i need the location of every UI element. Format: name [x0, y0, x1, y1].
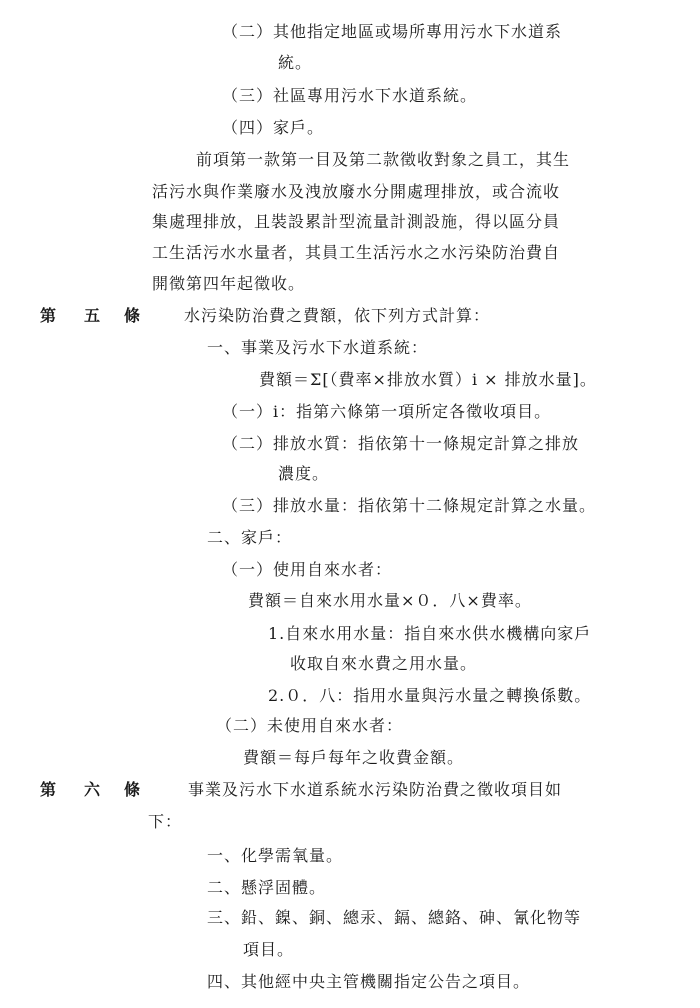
text-line: 一、事業及污水下水道系統： — [207, 338, 429, 357]
text-line: 集處理排放，且裝設累計型流量計測設施，得以區分員 — [152, 212, 561, 231]
text-line: 活污水與作業廢水及洩放廢水分開處理排放，或合流收 — [152, 182, 561, 201]
text-line: 事業及污水下水道系統水污染防治費之徵收項目如 — [188, 780, 563, 799]
article-6-char-3: 條 — [124, 780, 141, 799]
text-line: 前項第一款第一目及第二款徵收對象之員工，其生 — [196, 150, 571, 169]
text-line: （二）其他指定地區或場所專用污水下水道系 — [222, 22, 563, 41]
article-5-char-3: 條 — [124, 306, 141, 325]
formula-line: 費額＝每戶每年之收費金額。 — [243, 748, 465, 767]
text-line: 濃度。 — [278, 464, 330, 483]
text-line: （三）排放水量：指依第十二條規定計算之水量。 — [222, 496, 597, 515]
text-line: 開徵第四年起徵收。 — [152, 274, 306, 293]
text-line: 2.０．八：指用水量與污水量之轉換係數。 — [268, 686, 592, 705]
text-line: 一、化學需氧量。 — [207, 846, 344, 865]
formula-line: 費額＝自來水用水量×０．八×費率。 — [248, 591, 532, 610]
text-line: 1.自來水用水量：指自來水供水機構向家戶 — [268, 624, 592, 643]
text-line: （一）i：指第六條第一項所定各徵收項目。 — [222, 402, 552, 421]
article-5-char-1: 第 — [40, 306, 57, 325]
text-line: （一）使用自來水者： — [222, 560, 393, 579]
text-line: 項目。 — [243, 940, 295, 959]
text-line: 水污染防治費之費額，依下列方式計算： — [184, 306, 491, 325]
text-line: 二、懸浮固體。 — [207, 878, 327, 897]
text-line: 三、鉛、鎳、銅、總汞、鎘、總鉻、砷、氰化物等 — [207, 908, 582, 927]
text-line: 收取自來水費之用水量。 — [290, 654, 478, 673]
article-6-char-1: 第 — [40, 780, 57, 799]
text-line: 二、家戶： — [207, 528, 293, 547]
formula-line: 費額＝Σ[（費率×排放水質）i × 排放水量]。 — [259, 370, 597, 389]
text-line: （二）排放水質：指依第十一條規定計算之排放 — [222, 434, 580, 453]
text-line: 下： — [148, 812, 183, 831]
article-6-char-2: 六 — [84, 780, 101, 799]
text-line: （三）社區專用污水下水道系統。 — [222, 86, 478, 105]
text-line: （二）未使用自來水者： — [216, 716, 404, 735]
text-line: 四、其他經中央主管機關指定公告之項目。 — [207, 972, 531, 991]
article-5-char-2: 五 — [84, 306, 101, 325]
text-line: 統。 — [278, 53, 313, 72]
text-line: 工生活污水水量者，其員工生活污水之水污染防治費自 — [152, 243, 561, 262]
text-line: （四）家戶。 — [222, 118, 325, 137]
